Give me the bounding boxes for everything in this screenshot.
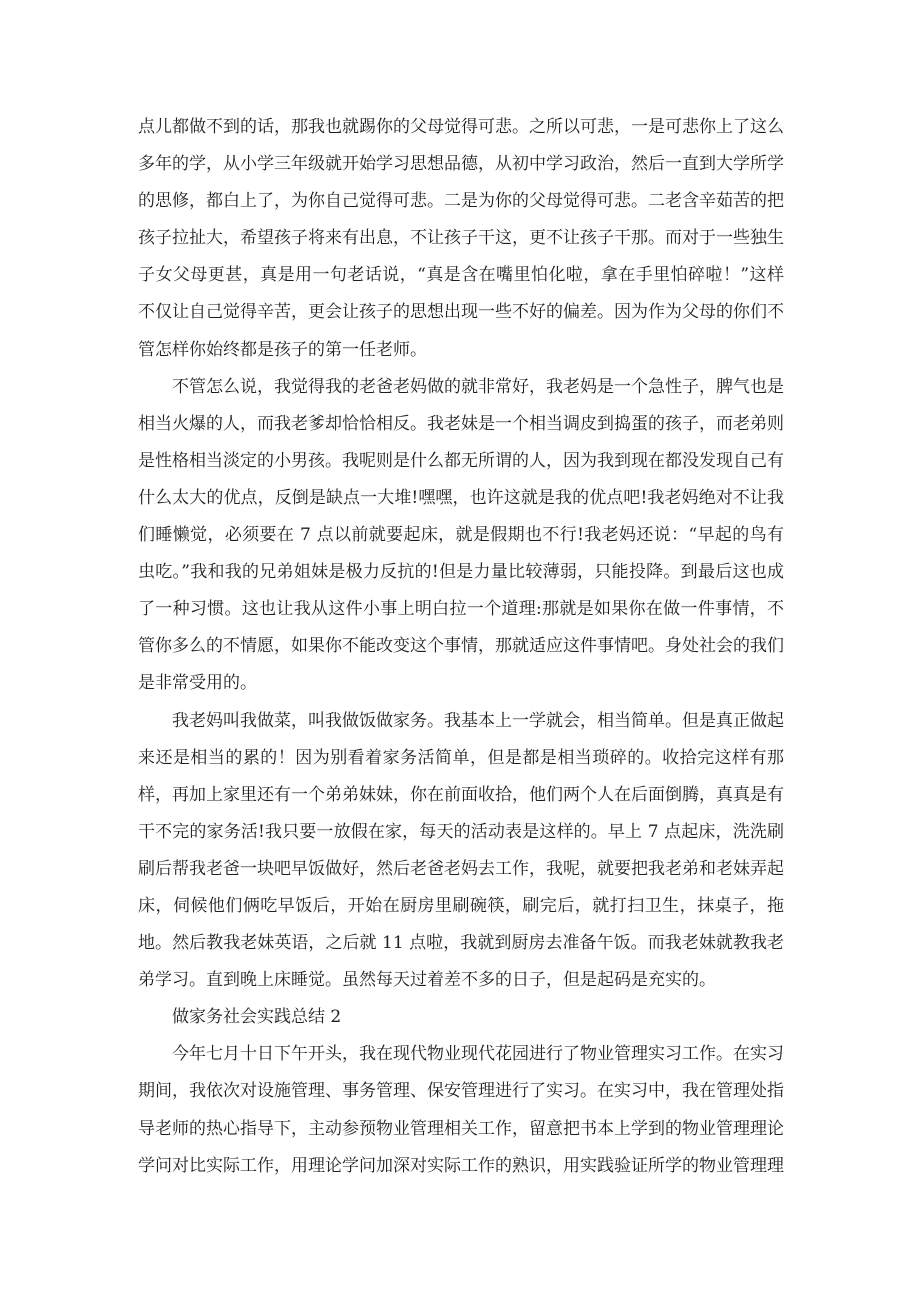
paragraph-internship: 今年七月十日下午开头，我在现代物业现代花园进行了物业管理实习工作。在实习期间，我依次对设施管理、事务管理、保安管理进行了实习。在实习中，我在管理处指导老师的热心指导下，主动参预物业管理相关工作，留意把书本上学到的物业管理理论学问对比实际工作，用理论学问加深对实际工作的熟识，用实践验证所学的物业管理理 (138, 1044, 784, 1176)
paragraph-housework: 我老妈叫我做菜，叫我做饭做家务。我基本上一学就会，相当简单。但是真正做起来还是相当的累的！因为别看着家务活简单，但是都是相当琐碎的。收拾完这样有那样，再加上家里还有一个弟弟妹妹，你在前面收拾，他们两个人在后面倒腾，真真是有干不完的家务活!我只要一放假在家，每天的活动表是这样的。早上 7 点起床，洗洗刷刷后帮我老爸一块吧早饭做好，然后老爸老妈去工作，我呢，就要把我老弟和老妹弄起床，伺候他们俩吃早饭后，开始在厨房里刷碗筷，刷完后，就打扫卫生，抹桌子，拖地。然后教我老妹英语，之后就 11 点啦，我就到厨房去准备午饭。而我老妹就教我老弟学习。直到晚上床睡觉。虽然每天过着差不多的日子，但是起码是充实的。 (138, 710, 784, 991)
paragraph-parents: 不管怎么说，我觉得我的老爸老妈做的就非常好，我老妈是一个急性子，脾气也是相当火爆的人，而我老爹却恰恰相反。我老妹是一个相当调皮到捣蛋的孩子，而老弟则是性格相当淡定的小男孩。我呢则是什么都无所谓的人，因为我到现在都没发现自己有什么太大的优点，反倒是缺点一大堆!嘿嘿，也许这就是我的优点吧!我老妈绝对不让我们睡懒觉，必须要在 7 点以前就要起床，就是假期也不行!我老妈还说：“早起的鸟有虫吃。”我和我的兄弟姐妹是极力反抗的!但是力量比较薄弱，只能投降。到最后这也成了一种习惯。这也让我从这件小事上明白拉一个道理:那就是如果你在做一件事情，不管你多么的不情愿，如果你不能改变这个事情，那就适应这件事情吧。身处社会的我们是非常受用的。 (138, 376, 784, 694)
paragraph-continuation: 点儿都做不到的话，那我也就踢你的父母觉得可悲。之所以可悲，一是可悲你上了这么多年的学，从小学三年级就开始学习思想品德，从初中学习政治，然后一直到大学所学的思修，都白上了，为你自己觉得可悲。二是为你的父母觉得可悲。二老含辛茹苦的把孩子拉扯大，希望孩子将来有出息，不让孩子干这，更不让孩子干那。而对于一些独生子女父母更甚，真是用一句老话说，“真是含在嘴里怕化啦，拿在手里怕碎啦！”这样不仅让自己觉得辛苦，更会让孩子的思想出现一些不好的偏差。因为作为父母的你们不管怎样你始终都是孩子的第一任老师。 (138, 117, 784, 360)
document-body (138, 109, 784, 1185)
section-heading: 做家务社会实践总结 2 (172, 1007, 342, 1028)
